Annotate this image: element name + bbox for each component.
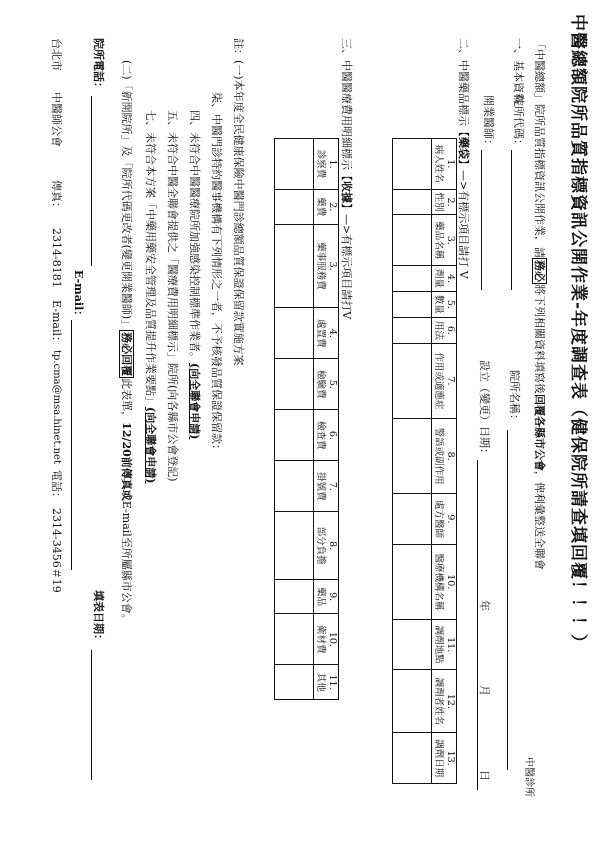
drug-header-3: 3. 藥品名稱 bbox=[432, 215, 457, 266]
email-field[interactable] bbox=[71, 320, 84, 570]
fee-check-2[interactable] bbox=[275, 190, 314, 225]
year-label: 年 bbox=[478, 600, 491, 611]
note-4-text: 五、未符合中醫全聯會提供之「醫療費用明細標示」院所 bbox=[166, 110, 179, 385]
drug-header-10: 10. 醫療機構名稱 bbox=[432, 544, 457, 619]
footer-phone: 2314-3456＃19 bbox=[50, 508, 63, 593]
fee-header-6: 6. 檢查費 bbox=[314, 410, 339, 461]
fee-header-1: 1. 診察費 bbox=[314, 139, 339, 190]
fee-header-9: 9. 藥品 bbox=[314, 579, 339, 614]
email-label: E-mail： bbox=[72, 270, 85, 322]
drug-check-4[interactable] bbox=[393, 266, 432, 292]
fee-check-9[interactable] bbox=[275, 579, 314, 614]
fee-detail-table bbox=[274, 138, 339, 700]
note-2: 柒、中醫門診特約醫事機構有下列情形之一者，不予核發品質保證保留款： bbox=[210, 92, 223, 455]
intro-reply: 回覆各縣市公會 bbox=[533, 394, 546, 471]
fee-header-8: 8. 部分負擔 bbox=[314, 512, 339, 579]
clinic-stamp: 中醫診所 bbox=[523, 757, 534, 797]
footer-assoc: 中醫師公會 bbox=[50, 92, 63, 147]
setup-date-field[interactable] bbox=[477, 460, 490, 790]
fee-check-11[interactable] bbox=[275, 665, 314, 700]
drug-check-1[interactable] bbox=[393, 139, 432, 190]
note-6-post: E-mail至所屬縣市公會。 bbox=[120, 500, 133, 625]
drug-header-4: 4. 劑量 bbox=[432, 266, 457, 292]
drug-check-13[interactable] bbox=[393, 733, 432, 784]
drug-check-10[interactable] bbox=[393, 544, 432, 619]
clinic-phone-field[interactable] bbox=[91, 96, 104, 266]
drug-check-11[interactable] bbox=[393, 619, 432, 670]
sec3-label bbox=[340, 38, 352, 319]
doctor-label: 開業醫師： bbox=[482, 95, 495, 150]
drug-check-3[interactable] bbox=[393, 215, 432, 266]
drug-check-12[interactable] bbox=[393, 670, 432, 733]
footer-email: tp.cma@msa.hinet.net bbox=[51, 350, 62, 464]
fee-check-5[interactable] bbox=[275, 359, 314, 410]
footer-email-label: E-mail： bbox=[50, 300, 63, 347]
fee-header-11: 11. 其他 bbox=[314, 665, 339, 700]
fee-check-6[interactable] bbox=[275, 410, 314, 461]
month-label: 月 bbox=[478, 685, 491, 696]
sec3-label-key: 收據 bbox=[340, 181, 353, 203]
note-6-key: 務必回覆 bbox=[120, 332, 133, 377]
clinic-code-field[interactable] bbox=[511, 150, 524, 290]
fee-header-10: 10. 衛材費 bbox=[314, 614, 339, 665]
fee-check-1[interactable] bbox=[275, 139, 314, 190]
drug-check-2[interactable] bbox=[393, 189, 432, 215]
drug-header-2: 2. 性別 bbox=[432, 189, 457, 215]
sec3-label-post: 】—>有標示項目請打V bbox=[340, 203, 353, 320]
footer-fax: 2314-8181 bbox=[50, 228, 63, 288]
note-6-deadline: 12/20前傳真或 bbox=[120, 422, 133, 501]
fee-header-3: 3. 藥事服務費 bbox=[314, 224, 339, 308]
sec2-label bbox=[457, 38, 469, 279]
note-1: 註：(一)本年度全民健康保險中醫門診總額品質保證保留款實施方案 bbox=[232, 38, 245, 366]
drug-header-5: 5. 數量 bbox=[432, 291, 457, 317]
sec3-label-pre: 三、中醫醫療費用明細標示【 bbox=[340, 38, 353, 181]
footer-phone-label: 電話： bbox=[50, 470, 63, 503]
drug-header-7: 7. 作用或適應症 bbox=[432, 343, 457, 418]
note-4-post: (向各縣市公會登記) bbox=[166, 385, 179, 482]
fee-check-4[interactable] bbox=[275, 308, 314, 359]
drug-check-9[interactable] bbox=[393, 494, 432, 545]
fill-date-label: 填表日期： bbox=[92, 590, 105, 645]
clinic-phone-label: 院所電話： bbox=[92, 38, 105, 93]
drug-check-5[interactable] bbox=[393, 291, 432, 317]
intro-must: 務必 bbox=[533, 260, 546, 282]
fee-header-2: 2. 藥費 bbox=[314, 190, 339, 225]
footer-city: 台北市 bbox=[50, 38, 63, 71]
note-6-text: (二)「新開院所」及「院所代碼更改者(變更開業醫師)」 bbox=[120, 60, 133, 331]
drug-check-6[interactable] bbox=[393, 317, 432, 343]
footer-fax-label: 傳真： bbox=[50, 180, 63, 213]
fee-header-7: 7. 掛號費 bbox=[314, 461, 339, 512]
note-4 bbox=[166, 110, 178, 482]
drug-header-12: 12. 調劑者姓名 bbox=[432, 670, 457, 733]
drug-header-8: 8. 警語或副作用 bbox=[432, 419, 457, 494]
clinic-code-label: 院所代碼： bbox=[512, 95, 525, 150]
clinic-name-field[interactable] bbox=[507, 430, 520, 770]
intro-tail: ，俾利彙整送全聯會 bbox=[533, 471, 546, 570]
fee-header-5: 5. 檢驗費 bbox=[314, 359, 339, 410]
drug-header-9: 9. 處方醫師 bbox=[432, 494, 457, 545]
intro-before: 「中醫總額」院所品質指標資訊公開作業，請 bbox=[533, 38, 546, 258]
drug-header-6: 6. 用法 bbox=[432, 317, 457, 343]
doctor-field[interactable] bbox=[481, 150, 494, 290]
note-3 bbox=[188, 110, 200, 439]
fill-date-field[interactable] bbox=[91, 650, 104, 780]
sec2-label-pre: 二、中醫藥品標示【 bbox=[457, 38, 470, 137]
drug-header-1: 1. 病人姓名 bbox=[432, 139, 457, 190]
fee-check-7[interactable] bbox=[275, 461, 314, 512]
drug-check-7[interactable] bbox=[393, 343, 432, 418]
note-5-key: (向全聯會申請) bbox=[144, 407, 157, 484]
intro-text bbox=[533, 38, 545, 570]
fee-check-10[interactable] bbox=[275, 614, 314, 665]
drug-label-table bbox=[392, 138, 457, 784]
note-6-mid: 此表單， bbox=[120, 378, 133, 423]
note-3-text: 四、未符合中醫醫療院所加強感染控制標準作業者。 bbox=[188, 110, 201, 363]
sec1-label: 一、基本資料 bbox=[512, 38, 525, 104]
note-5-text: 七、未符合本方案「中藥用藥安全管理及品質提升作業要點」 bbox=[144, 110, 157, 407]
sec2-label-post: 】—>有標示項目請打 V bbox=[457, 159, 470, 279]
fee-check-8[interactable] bbox=[275, 512, 314, 579]
fee-check-3[interactable] bbox=[275, 224, 314, 308]
page-title: 中醫總額院所品質指標資訊公開作業-年度調查表（健保院所請查填回覆！！！） bbox=[568, 14, 588, 653]
drug-check-8[interactable] bbox=[393, 419, 432, 494]
drug-header-13: 13. 調劑日期 bbox=[432, 733, 457, 784]
fee-header-4: 4. 處置費 bbox=[314, 308, 339, 359]
intro-after: 將下列相關資料填寫後 bbox=[533, 284, 546, 394]
note-6 bbox=[120, 60, 132, 625]
sec2-label-key: 藥袋 bbox=[457, 137, 470, 159]
note-3-key: (向全聯會申請) bbox=[188, 363, 201, 440]
day-label: 日 bbox=[478, 770, 491, 781]
setup-date-label: 設立（變更）日期： bbox=[478, 360, 491, 459]
drug-header-11: 11. 調劑地點 bbox=[432, 619, 457, 670]
note-5 bbox=[144, 110, 156, 483]
clinic-name-label: 院所名稱： bbox=[508, 370, 521, 425]
